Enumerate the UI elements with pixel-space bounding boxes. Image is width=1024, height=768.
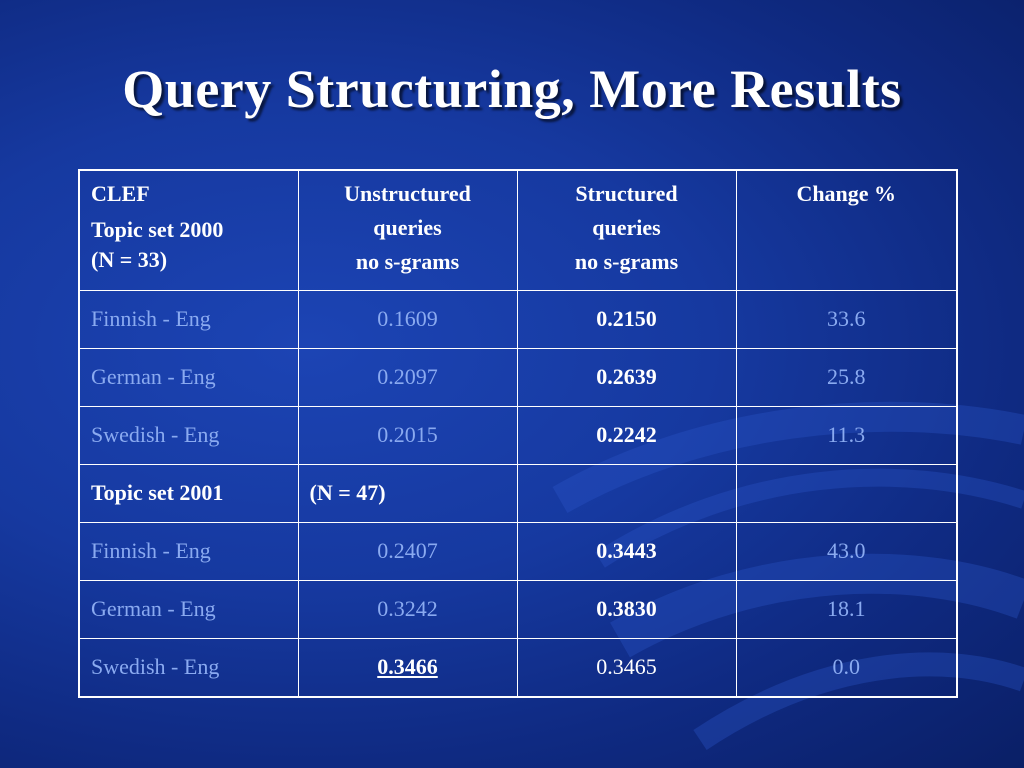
table-row [79,406,957,464]
structured-cell: 0.3443 [517,522,736,580]
structured-cell: 0.2150 [517,290,736,348]
table-row [79,638,957,697]
n-47-label: (N = 47) [298,464,517,522]
unstructured-cell: 0.2407 [298,522,517,580]
header-topic-set-2000: Topic set 2000 [91,217,224,242]
unstructured-cell: 0.1609 [298,290,517,348]
unstructured-cell: 0.2097 [298,348,517,406]
slide-title: Query Structuring, More Results [122,59,902,119]
unstructured-cell: 0.2015 [298,406,517,464]
header-structured: Structured queries no s-grams [517,170,736,290]
change-cell: 25.8 [736,348,957,406]
header-unstructured: Unstructured queries no s-grams [298,170,517,290]
table-row [79,580,957,638]
structured-cell: 0.3830 [517,580,736,638]
header-row [79,170,957,290]
structured-cell: 0.3465 [517,638,736,697]
language-cell: German - Eng [79,580,298,638]
structured-cell: 0.2639 [517,348,736,406]
table-row [79,348,957,406]
header-n-33: (N = 33) [91,247,168,272]
unstructured-cell [298,638,517,697]
change-cell: 43.0 [736,522,957,580]
underlined-best-value: 0.3466 [377,653,438,679]
section-row-2001 [79,464,957,522]
change-cell: 0.0 [736,638,957,697]
change-cell: 11.3 [736,406,957,464]
results-table [78,169,958,698]
language-cell: Swedish - Eng [79,406,298,464]
empty-cell [736,464,957,522]
topic-set-2001-label: Topic set 2001 [79,464,298,522]
header-clef-topic-set [79,170,298,290]
change-cell: 18.1 [736,580,957,638]
table-row [79,522,957,580]
language-cell: Finnish - Eng [79,290,298,348]
empty-cell [517,464,736,522]
table-row [79,290,957,348]
unstructured-cell: 0.3242 [298,580,517,638]
header-clef: CLEF [91,181,150,206]
structured-cell: 0.2242 [517,406,736,464]
language-cell: Finnish - Eng [79,522,298,580]
header-change-percent: Change % [736,170,957,290]
change-cell: 33.6 [736,290,957,348]
language-cell: Swedish - Eng [79,638,298,697]
language-cell: German - Eng [79,348,298,406]
